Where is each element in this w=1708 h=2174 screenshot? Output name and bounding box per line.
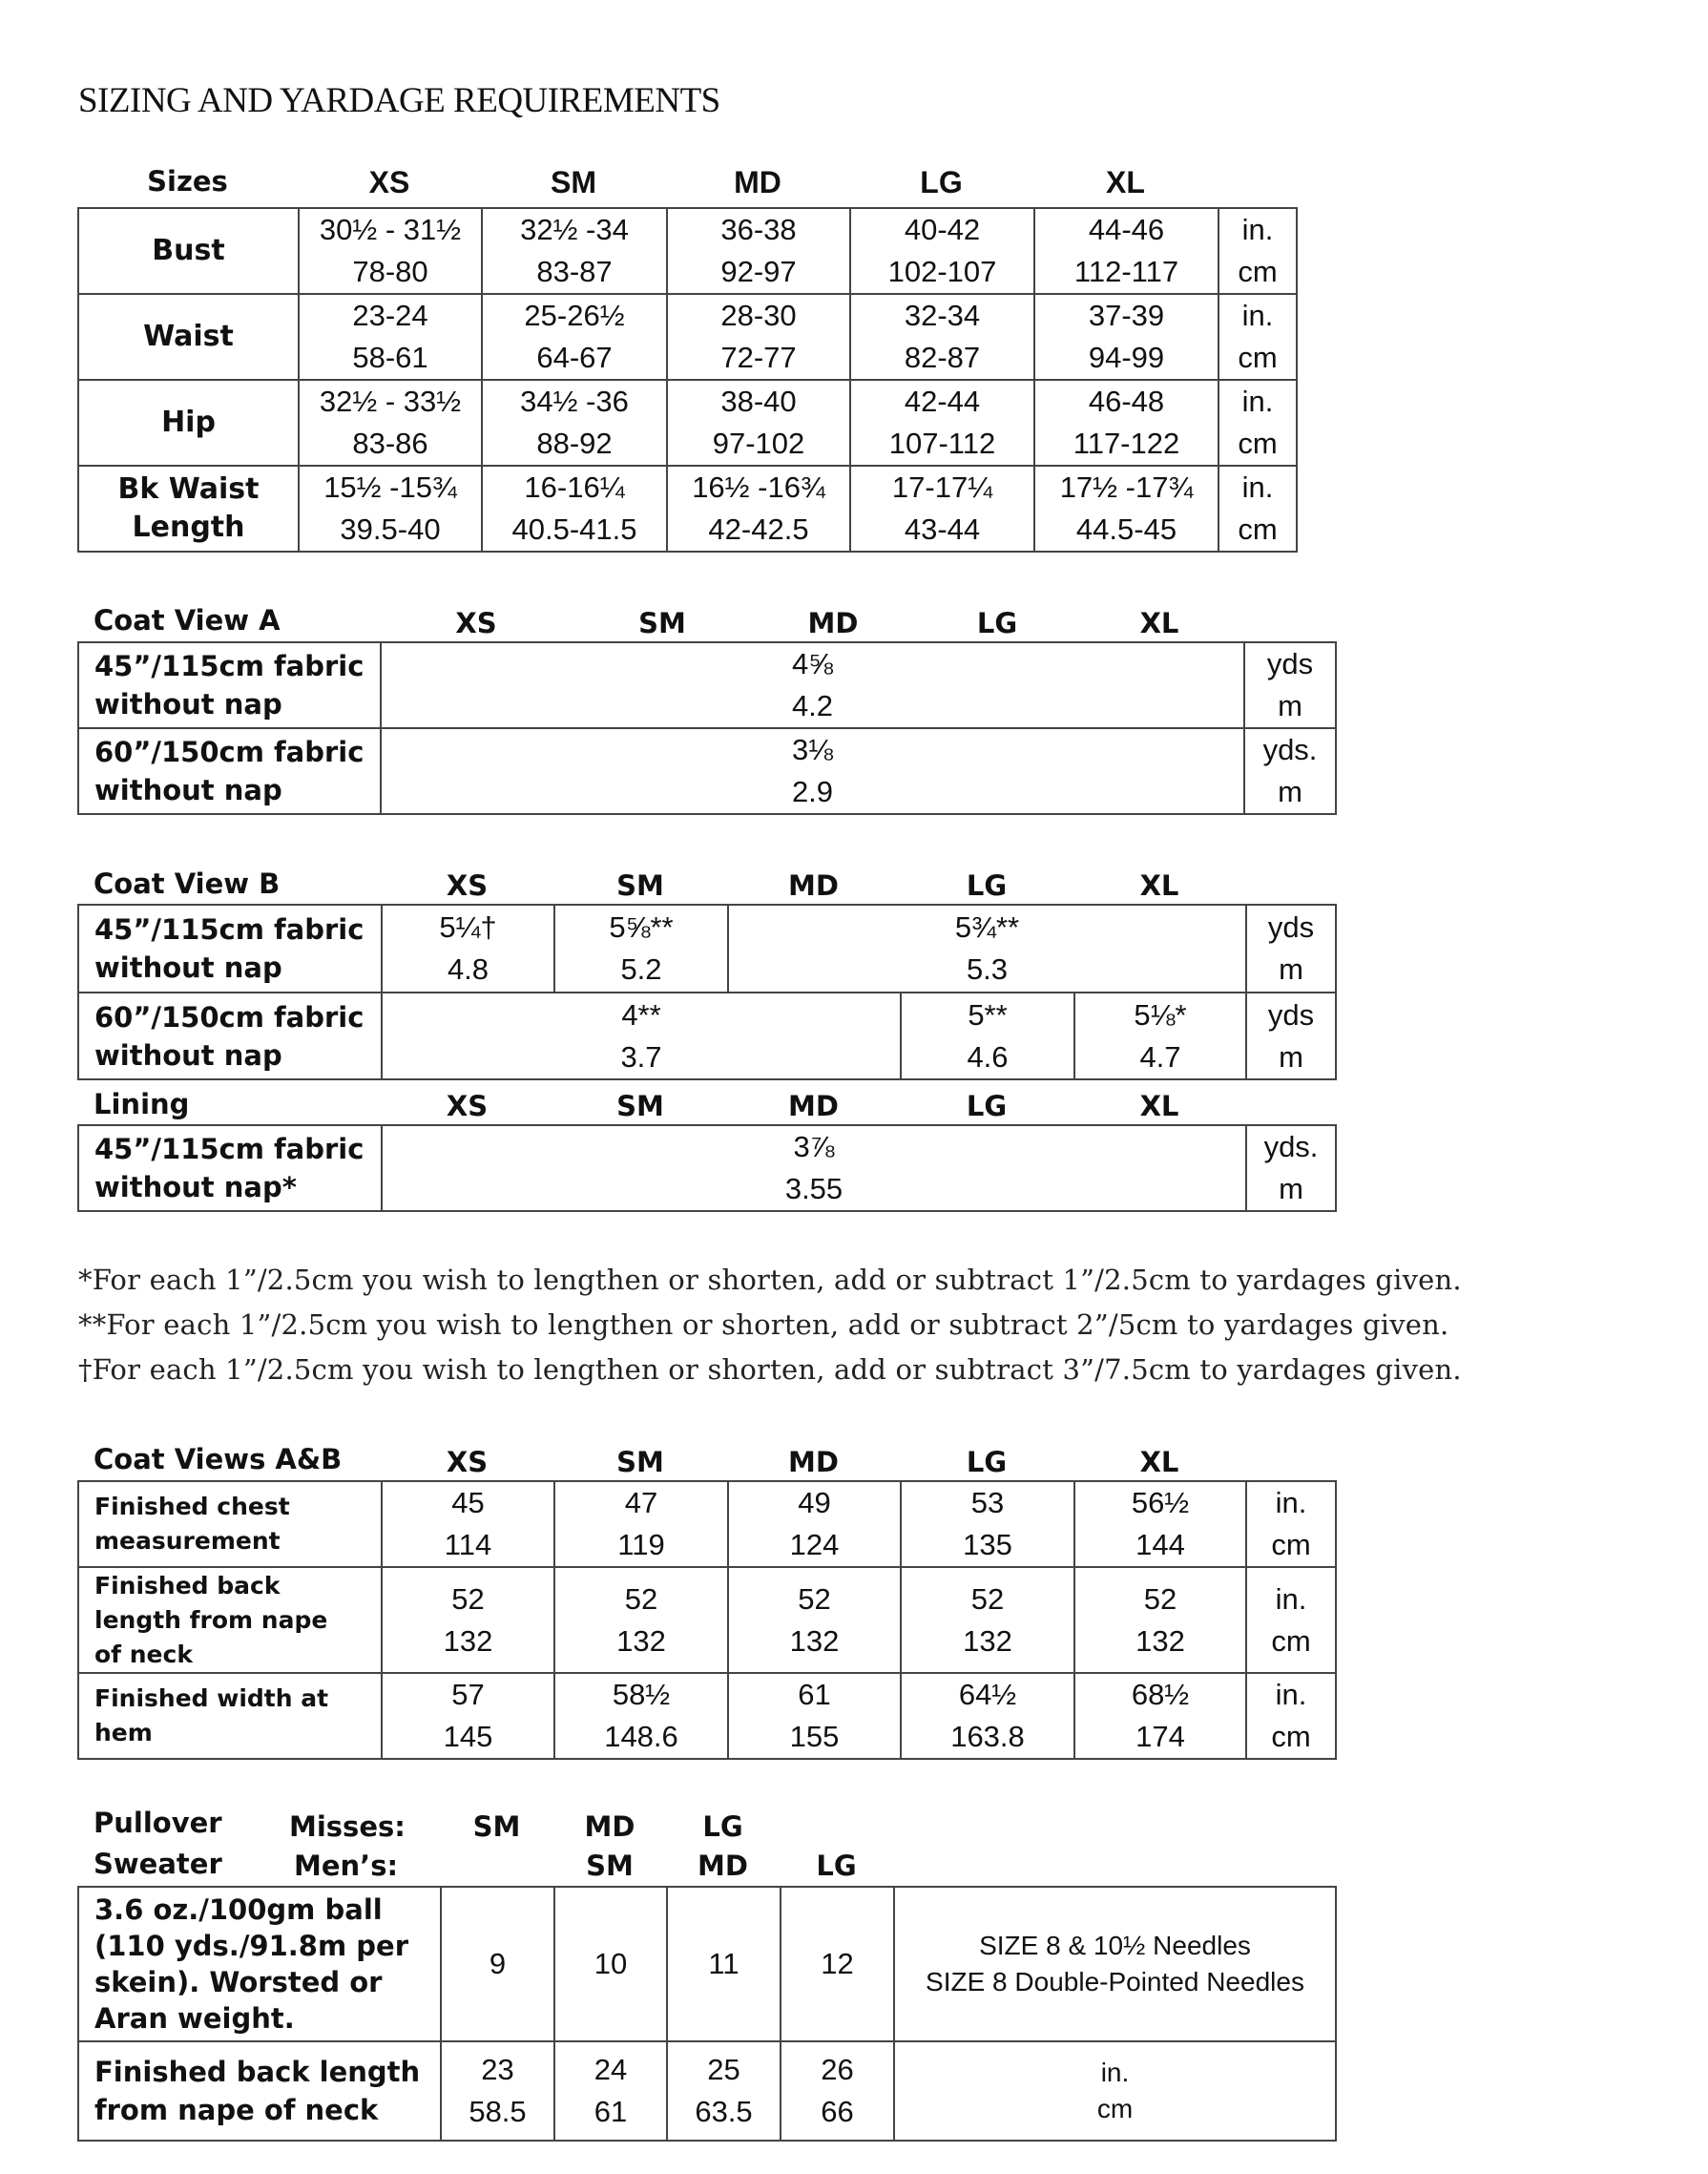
value-yds: 3⅛ (791, 733, 834, 766)
row-label-yarn (78, 1887, 441, 2041)
table-cell (482, 466, 667, 552)
label-line: 3.6 oz./100gm ball (94, 1893, 383, 1926)
unit-cell (1246, 1567, 1336, 1673)
value-cm: 163.8 (950, 1720, 1025, 1753)
size-header-sm: SM (638, 607, 686, 639)
table-row (78, 1567, 1336, 1673)
value-in: 57 (451, 1678, 485, 1711)
coat-view-b-table (77, 904, 1337, 1080)
value-cm: 94-99 (1088, 341, 1165, 374)
label-line: Finished chest (94, 1493, 290, 1520)
value-in: 52 (798, 1581, 831, 1616)
value-yds: 4** (621, 997, 661, 1032)
label-line: measurement (94, 1527, 281, 1555)
value-cm: 58-61 (352, 341, 428, 374)
coat-views-ab-header: Coat Views A&B (94, 1443, 343, 1475)
row-label-bust: Bust (78, 208, 299, 294)
value-cm: 92-97 (720, 255, 797, 288)
value-in: 23 (481, 2053, 514, 2086)
value-cm: 78-80 (352, 255, 428, 288)
table-cell (554, 1567, 728, 1673)
table-cell (1074, 1481, 1246, 1567)
table-row (78, 466, 1297, 552)
value-cm: 40.5-41.5 (511, 512, 637, 546)
label-line: 45”/115cm fabric (94, 650, 365, 682)
table-cell (901, 1481, 1074, 1567)
value-cm: 61 (594, 2095, 628, 2128)
table-cell (381, 728, 1244, 814)
unit-cell (1219, 466, 1297, 552)
row-label-bk-waist-length (78, 466, 299, 552)
size-header-xl: XL (1139, 1446, 1179, 1478)
table-cell (781, 2041, 894, 2141)
size-header-xl: XL (1139, 869, 1179, 902)
value-in: 47 (624, 1486, 658, 1519)
value-yds: 5⅛* (1134, 997, 1187, 1032)
row-label-back-length (78, 2041, 441, 2141)
value-in: 61 (798, 1678, 831, 1711)
value-in: 34½ -36 (520, 385, 629, 418)
table-cell (1034, 466, 1219, 552)
table-cell: 10 (554, 1887, 667, 2041)
label-line: skein). Worsted or (94, 1966, 383, 1998)
table-cell (554, 2041, 667, 2141)
row-label (78, 642, 381, 728)
row-label (78, 1673, 382, 1759)
table-cell (482, 294, 667, 380)
value-in: 25-26½ (524, 299, 625, 332)
misses-size-md: MD (584, 1810, 635, 1843)
table-cell (299, 380, 482, 466)
value-cm: 155 (789, 1720, 840, 1753)
table-row (78, 728, 1336, 814)
value-in: 32-34 (904, 299, 981, 332)
table-cell (482, 208, 667, 294)
lining-header: Lining (94, 1088, 190, 1120)
table-cell (1074, 1673, 1246, 1759)
value-cm: 42-42.5 (708, 512, 809, 546)
table-cell (1034, 380, 1219, 466)
value-cm: 132 (789, 1623, 840, 1658)
value-in: 46-48 (1088, 385, 1165, 418)
size-header-xs: XS (446, 1090, 489, 1122)
row-label (78, 1481, 382, 1567)
label-line: Bk Waist (117, 472, 260, 506)
needles-line: SIZE 8 & 10½ Needles (979, 1931, 1251, 1960)
table-cell (850, 294, 1034, 380)
unit-cell (1219, 380, 1297, 466)
unit-cm: cm (1238, 255, 1278, 288)
value-m: 5.2 (620, 952, 662, 986)
size-header-xs: XS (446, 1446, 489, 1478)
size-header-lg: LG (966, 869, 1008, 902)
label-line: 45”/115cm fabric (94, 913, 365, 946)
value-cm: 82-87 (904, 341, 981, 374)
table-cell (381, 642, 1244, 728)
value-cm: 132 (616, 1623, 666, 1658)
value-cm: 58.5 (469, 2095, 527, 2128)
table-cell (554, 1673, 728, 1759)
pullover-title-line1: Pullover (94, 1807, 222, 1839)
label-line: Finished width at (94, 1684, 329, 1712)
unit-cell (1246, 1481, 1336, 1567)
value-cm: 119 (617, 1528, 665, 1561)
value-m: 4.6 (967, 1039, 1009, 1074)
misses-size-sm: SM (472, 1810, 521, 1843)
unit-m: m (1279, 1172, 1303, 1205)
size-header-lg: LG (966, 1446, 1008, 1478)
table-cell (554, 1481, 728, 1567)
unit-cm: cm (1238, 427, 1278, 460)
unit-in: in. (1241, 299, 1274, 332)
value-in: 25 (707, 2053, 740, 2086)
footnote-double-asterisk: **For each 1”/2.5cm you wish to lengthen or shorten, add or subtract 2”/5cm to yardages given. (78, 1308, 1449, 1341)
table-row (78, 993, 1336, 1079)
table-row (78, 2041, 1336, 2141)
page-title: SIZING AND YARDAGE REQUIREMENTS (78, 81, 720, 120)
table-cell (667, 466, 850, 552)
unit-cell (894, 2041, 1336, 2141)
label-line: (110 yds./91.8m per (94, 1930, 409, 1962)
label-line: from nape of neck (94, 2094, 379, 2126)
size-header-md: MD (807, 607, 859, 639)
table-cell (554, 905, 728, 993)
needles-line: SIZE 8 Double-Pointed Needles (926, 1967, 1304, 1996)
unit-yds: yds (1267, 997, 1315, 1032)
table-cell (1074, 1567, 1246, 1673)
table-cell (382, 1125, 1246, 1211)
value-in: 17½ -17¾ (1059, 470, 1194, 504)
value-in: 49 (798, 1486, 831, 1519)
row-label-waist: Waist (78, 294, 299, 380)
row-label (78, 1567, 382, 1673)
unit-cell (1244, 642, 1336, 728)
value-cm: 64-67 (536, 341, 613, 374)
value-cm: 144 (1135, 1528, 1185, 1561)
unit-cell (1244, 728, 1336, 814)
unit-in: in. (1241, 213, 1274, 246)
value-in: 15½ -15¾ (323, 470, 457, 504)
row-label (78, 905, 382, 993)
unit-m: m (1279, 952, 1303, 986)
value-cm: 112-117 (1073, 255, 1179, 288)
coat-view-a-header: Coat View A (94, 604, 281, 637)
row-label-hip: Hip (78, 380, 299, 466)
unit-in: in. (1275, 1581, 1307, 1616)
unit-cell (1246, 1673, 1336, 1759)
label-line: 60”/150cm fabric (94, 736, 365, 768)
label-line: 45”/115cm fabric (94, 1133, 365, 1165)
footnote-single-asterisk: *For each 1”/2.5cm you wish to lengthen or shorten, add or subtract 1”/2.5cm to yardages given. (78, 1264, 1462, 1296)
value-cm: 83-87 (536, 255, 613, 288)
table-row (78, 380, 1297, 466)
value-cm: 88-92 (536, 427, 613, 460)
unit-in: in. (1275, 1486, 1307, 1519)
label-line: of neck (94, 1640, 193, 1668)
table-row (78, 208, 1297, 294)
value-cm: 124 (789, 1528, 840, 1561)
unit-in: in. (1275, 1678, 1307, 1711)
footnote-dagger: †For each 1”/2.5cm you wish to lengthen or shorten, add or subtract 3”/7.5cm to yardages given. (78, 1353, 1462, 1386)
table-cell (667, 208, 850, 294)
table-cell (382, 1481, 554, 1567)
value-in: 42-44 (904, 385, 981, 418)
mens-label: Men’s: (294, 1850, 399, 1882)
label-line: hem (94, 1719, 153, 1746)
table-row (78, 642, 1336, 728)
size-header-xl: XL (1106, 165, 1145, 199)
value-in: 56½ (1131, 1486, 1190, 1519)
value-yds: 5** (968, 997, 1008, 1032)
size-header-sm: SM (616, 1446, 664, 1478)
unit-m: m (1279, 1039, 1303, 1074)
row-label (78, 1125, 382, 1211)
value-m: 5.3 (966, 952, 1009, 986)
misses-size-lg: LG (702, 1810, 743, 1843)
table-cell (667, 380, 850, 466)
size-header-md: MD (788, 1090, 839, 1122)
value-yds: 5¼† (439, 910, 497, 944)
value-cm: 83-86 (352, 427, 428, 460)
label-line: Finished back length (94, 2056, 421, 2088)
value-cm: 114 (444, 1528, 492, 1561)
size-header-md: MD (788, 1446, 839, 1478)
table-cell (382, 1567, 554, 1673)
value-in: 68½ (1131, 1678, 1190, 1711)
table-cell (667, 2041, 781, 2141)
size-header-sm: SM (616, 1090, 664, 1122)
table-cell (382, 905, 554, 993)
unit-cell (1219, 294, 1297, 380)
unit-yds: yds (1266, 647, 1314, 680)
value-in: 23-24 (352, 299, 428, 332)
value-cm: 44.5-45 (1075, 512, 1177, 546)
value-cm: 148.6 (604, 1720, 678, 1753)
size-header-md: MD (788, 869, 839, 902)
unit-cm: cm (1238, 512, 1278, 546)
size-header-sm: SM (551, 165, 596, 199)
table-cell (728, 1567, 901, 1673)
value-in: 16-16¼ (524, 470, 625, 504)
table-row (78, 294, 1297, 380)
value-in: 32½ -34 (520, 213, 629, 246)
value-m: 3.55 (784, 1172, 844, 1205)
unit-in: in. (1241, 385, 1274, 418)
unit-m: m (1278, 775, 1302, 808)
value-in: 28-30 (720, 299, 797, 332)
unit-yds: yds (1267, 910, 1315, 944)
value-in: 32½ - 33½ (319, 385, 462, 418)
value-m: 4.8 (447, 952, 489, 986)
table-cell (299, 294, 482, 380)
table-row (78, 905, 1336, 993)
table-row (78, 1673, 1336, 1759)
size-header-lg: LG (976, 607, 1018, 639)
table-cell (482, 380, 667, 466)
unit-m: m (1278, 689, 1302, 722)
value-cm: 63.5 (695, 2095, 753, 2128)
label-line: without nap (94, 774, 282, 806)
value-yds: 4⅝ (791, 647, 834, 680)
value-cm: 135 (963, 1528, 1012, 1561)
size-header-xs: XS (455, 607, 497, 639)
table-row (78, 1481, 1336, 1567)
table-row (78, 1887, 1336, 2041)
row-label (78, 728, 381, 814)
pullover-table (77, 1886, 1337, 2142)
value-in: 44-46 (1088, 213, 1165, 246)
table-row (78, 1125, 1336, 1211)
lining-table (77, 1124, 1337, 1212)
unit-cell (1219, 208, 1297, 294)
value-m: 2.9 (791, 775, 834, 808)
value-cm: 43-44 (904, 512, 981, 546)
value-in: 45 (451, 1486, 485, 1519)
table-cell (1034, 208, 1219, 294)
value-cm: 97-102 (712, 427, 805, 460)
label-line: Aran weight. (94, 2002, 295, 2035)
mens-size-md: MD (698, 1850, 748, 1882)
size-header-xl: XL (1139, 1090, 1179, 1122)
unit-yds: yds. (1263, 1130, 1319, 1163)
value-cm: 102-107 (887, 255, 997, 288)
table-cell: 12 (781, 1887, 894, 2041)
sizes-header-label: Sizes (147, 165, 228, 198)
table-cell (901, 1567, 1074, 1673)
value-cm: 39.5-40 (340, 512, 441, 546)
size-header-xs: XS (368, 165, 410, 199)
label-line: length from nape (94, 1605, 328, 1634)
label-line: without nap* (94, 1171, 297, 1203)
footnotes (78, 1258, 1462, 1392)
value-in: 53 (970, 1486, 1005, 1519)
value-cm: 66 (821, 2095, 854, 2128)
label-line: without nap (94, 688, 282, 721)
value-yds: 3⅞ (793, 1130, 835, 1163)
value-in: 40-42 (904, 213, 981, 246)
value-cm: 132 (963, 1623, 1012, 1658)
value-in: 38-40 (720, 385, 797, 418)
table-cell (728, 1673, 901, 1759)
value-cm: 107-112 (888, 427, 996, 460)
table-cell (299, 208, 482, 294)
value-in: 37-39 (1088, 299, 1165, 332)
table-cell (850, 380, 1034, 466)
size-header-xl: XL (1139, 607, 1179, 639)
value-cm: 72-77 (720, 341, 797, 374)
size-header-xs: XS (446, 869, 489, 902)
unit-cell (1246, 993, 1336, 1079)
value-in: 52 (1143, 1581, 1177, 1616)
row-label (78, 993, 382, 1079)
needles-cell (894, 1887, 1336, 2041)
coat-view-b-header: Coat View B (94, 868, 281, 900)
value-cm: 174 (1135, 1720, 1185, 1753)
table-cell (299, 466, 482, 552)
table-cell (382, 1673, 554, 1759)
size-header-lg: LG (920, 165, 963, 199)
value-m: 4.7 (1139, 1039, 1181, 1074)
value-in: 30½ - 31½ (319, 213, 462, 246)
value-in: 58½ (612, 1678, 671, 1711)
table-cell (901, 1673, 1074, 1759)
table-cell (441, 2041, 554, 2141)
table-cell (728, 1481, 901, 1567)
value-in: 52 (624, 1581, 658, 1616)
pullover-title-line2: Sweater (94, 1848, 222, 1880)
misses-label: Misses: (289, 1810, 406, 1843)
label-line: 60”/150cm fabric (94, 1000, 365, 1034)
label-line: without nap (94, 951, 282, 984)
value-cm: 117-122 (1073, 427, 1180, 460)
value-in: 52 (451, 1581, 485, 1616)
coat-view-a-table (77, 641, 1337, 815)
value-cm: 145 (443, 1720, 493, 1753)
unit-cm: cm (1096, 2094, 1134, 2123)
unit-cm: cm (1238, 341, 1278, 374)
unit-cm: cm (1271, 1528, 1311, 1561)
table-cell (850, 466, 1034, 552)
size-header-lg: LG (966, 1090, 1008, 1122)
unit-cell (1246, 1125, 1336, 1211)
value-in: 36-38 (720, 213, 797, 246)
value-in: 24 (594, 2053, 628, 2086)
table-cell (850, 208, 1034, 294)
table-cell (667, 294, 850, 380)
sizing-table (77, 207, 1298, 553)
mens-size-sm: SM (586, 1850, 634, 1882)
table-cell: 11 (667, 1887, 781, 2041)
mens-size-lg: LG (816, 1850, 857, 1882)
size-header-md: MD (734, 165, 781, 199)
value-in: 64½ (958, 1678, 1017, 1711)
table-cell: 9 (441, 1887, 554, 2041)
unit-in: in. (1100, 2058, 1130, 2087)
label-line: Length (132, 511, 245, 544)
value-cm: 132 (443, 1623, 493, 1658)
table-cell (728, 905, 1246, 993)
unit-yds: yds. (1262, 733, 1318, 766)
unit-cm: cm (1271, 1623, 1311, 1658)
value-yds: 5⅝** (609, 910, 674, 944)
coat-views-ab-table (77, 1480, 1337, 1760)
value-m: 4.2 (791, 689, 834, 722)
unit-in: in. (1241, 470, 1274, 504)
value-m: 3.7 (620, 1039, 662, 1074)
unit-cm: cm (1271, 1720, 1311, 1753)
table-cell (382, 993, 901, 1079)
table-cell (1074, 993, 1246, 1079)
table-cell (901, 993, 1074, 1079)
label-line: Finished back (94, 1571, 281, 1599)
table-cell (1034, 294, 1219, 380)
value-in: 17-17¼ (891, 470, 993, 504)
label-line: without nap (94, 1038, 282, 1072)
value-in: 16½ -16¾ (692, 470, 825, 504)
value-in: 26 (821, 2053, 854, 2086)
value-in: 52 (970, 1581, 1005, 1616)
value-yds: 5¾** (954, 910, 1020, 944)
value-cm: 132 (1135, 1623, 1185, 1658)
unit-cell (1246, 905, 1336, 993)
size-header-sm: SM (616, 869, 664, 902)
